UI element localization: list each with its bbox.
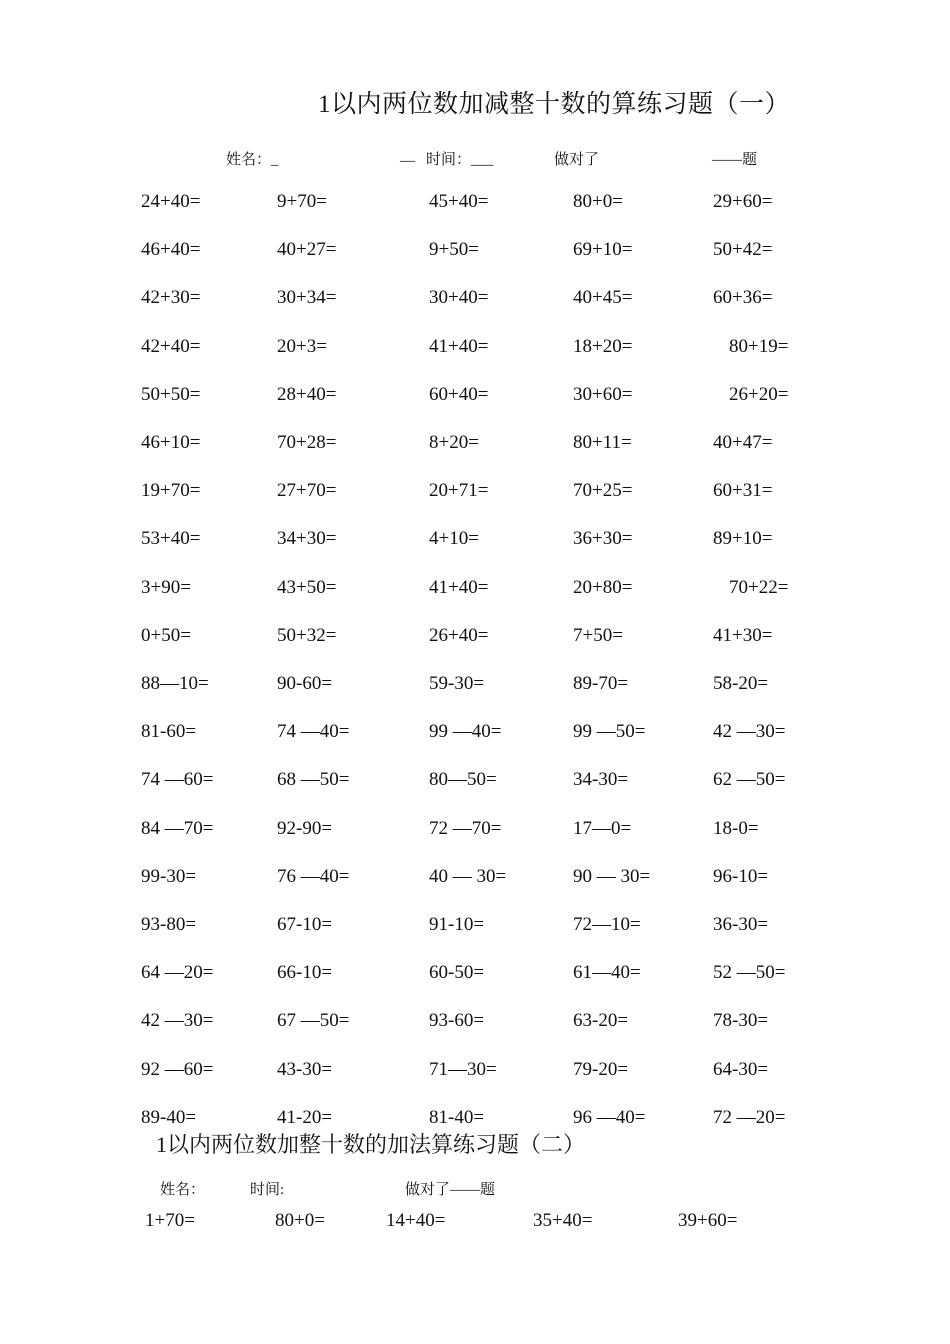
problem-item: 35+40=: [533, 1210, 593, 1231]
problem-item: 90 — 30=: [573, 865, 651, 887]
problem-item: 46+40=: [141, 239, 201, 261]
problem-item: 40+27=: [277, 239, 337, 261]
problem-item: 50+32=: [277, 624, 337, 646]
problem-item: 24+40=: [141, 191, 201, 212]
problem-item: 89-70=: [573, 673, 629, 694]
problem-item: 40+47=: [713, 432, 773, 453]
problem-item: 9+70=: [277, 191, 327, 212]
problem-item: 9+50=: [429, 239, 479, 261]
problem-item: 70+25=: [573, 480, 633, 502]
problem-item: 69+10=: [573, 239, 633, 261]
problem-item: 67 —50=: [277, 1010, 350, 1032]
name-label-2: 姓名：: [160, 1182, 206, 1198]
problem-item: 26+20=: [729, 383, 789, 405]
problem-item: 80+19=: [729, 335, 789, 357]
problem-item: 81-60=: [141, 721, 197, 743]
problem-item: 72—10=: [573, 914, 641, 935]
problem-item: 20+80=: [573, 576, 633, 598]
problem-item: 36+30=: [573, 528, 633, 550]
problem-item: 78-30=: [713, 1010, 769, 1032]
problem-item: 41+40=: [429, 335, 489, 357]
problem-item: 81-40=: [429, 1106, 485, 1128]
time-label: 时间：___: [426, 152, 494, 168]
problem-item: 96-10=: [713, 865, 769, 887]
problem-item: 40 — 30=: [429, 865, 507, 887]
problem-item: 29+60=: [713, 191, 773, 212]
problem-item: 43-30=: [277, 1058, 333, 1080]
problem-item: 30+34=: [277, 287, 337, 309]
problem-item: 42+30=: [141, 287, 201, 309]
problem-item: 46+10=: [141, 432, 201, 453]
problem-item: 58-20=: [713, 673, 769, 694]
problem-item: 41-20=: [277, 1106, 333, 1128]
problem-item: 89+10=: [713, 528, 773, 550]
correct-label-2: 做对了——题: [405, 1182, 496, 1198]
problem-item: 99 —40=: [429, 721, 502, 743]
problem-item: 53+40=: [141, 528, 201, 550]
problem-item: 90-60=: [277, 673, 333, 694]
problem-item: 74 —40=: [277, 721, 350, 743]
problem-item: 3+90=: [141, 576, 191, 598]
problem-item: 50+42=: [713, 239, 773, 261]
problem-item: 30+60=: [573, 383, 633, 405]
problem-item: 20+3=: [277, 335, 327, 357]
problem-item: 70+22=: [729, 576, 789, 598]
problem-item: 17—0=: [573, 817, 632, 839]
problem-item: 92-90=: [277, 817, 333, 839]
problem-item: 19+70=: [141, 480, 201, 502]
problem-item: 91-10=: [429, 914, 485, 935]
blank-line: __: [400, 148, 415, 164]
worksheet-title-1: 1以内两位数加减整十数的算练习题（一）: [318, 91, 791, 118]
problem-item: 80+0=: [573, 191, 623, 212]
problem-item: 84 —70=: [141, 817, 214, 839]
problem-item: 76 —40=: [277, 865, 350, 887]
problem-item: 26+40=: [429, 624, 489, 646]
problem-item: 7+50=: [573, 624, 623, 646]
correct-label: 做对了: [554, 152, 600, 168]
problem-item: 93-80=: [141, 914, 197, 935]
problem-item: 68 —50=: [277, 769, 350, 791]
problem-item: 20+71=: [429, 480, 489, 502]
problem-item: 79-20=: [573, 1058, 629, 1080]
problem-item: 64 —20=: [141, 962, 214, 984]
problem-item: 41+30=: [713, 624, 773, 646]
problem-item: 45+40=: [429, 191, 489, 212]
name-label: 姓名：_: [226, 152, 279, 168]
problem-item: 50+50=: [141, 383, 201, 405]
problem-item: 60+40=: [429, 383, 489, 405]
problem-item: 71—30=: [429, 1058, 497, 1080]
problem-item: 41+40=: [429, 576, 489, 598]
problem-item: 99-30=: [141, 865, 197, 887]
problem-item: 60-50=: [429, 962, 485, 984]
problem-item: 52 —50=: [713, 962, 786, 984]
problem-item: 39+60=: [678, 1210, 738, 1231]
problem-item: 62 —50=: [713, 769, 786, 791]
problem-item: 4+10=: [429, 528, 479, 550]
problem-item: 43+50=: [277, 576, 337, 598]
problem-item: 72 —20=: [713, 1106, 786, 1128]
problem-item: 88—10=: [141, 673, 209, 694]
problem-item: 18+20=: [573, 335, 633, 357]
problem-item: 96 —40=: [573, 1106, 646, 1128]
problem-item: 28+40=: [277, 383, 337, 405]
problem-item: 18-0=: [713, 817, 759, 839]
problem-item: 99 —50=: [573, 721, 646, 743]
problem-item: 72 —70=: [429, 817, 502, 839]
problem-item: 61—40=: [573, 962, 641, 984]
problem-item: 30+40=: [429, 287, 489, 309]
problem-item: 27+70=: [277, 480, 337, 502]
problem-item: 36-30=: [713, 914, 769, 935]
count-suffix: ——题: [712, 152, 758, 168]
problem-item: 80—50=: [429, 769, 497, 791]
problem-item: 1+70=: [145, 1210, 195, 1231]
problem-item: 92 —60=: [141, 1058, 214, 1080]
time-label-2: 时间:: [250, 1182, 285, 1198]
problem-item: 42 —30=: [713, 721, 786, 743]
problem-item: 80+0=: [275, 1210, 325, 1231]
problem-item: 34-30=: [573, 769, 629, 791]
problem-item: 74 —60=: [141, 769, 214, 791]
problem-item: 70+28=: [277, 432, 337, 453]
problem-item: 14+40=: [386, 1210, 446, 1231]
problem-item: 66-10=: [277, 962, 333, 984]
problem-item: 42 —30=: [141, 1010, 214, 1032]
problem-item: 63-20=: [573, 1010, 629, 1032]
problem-item: 64-30=: [713, 1058, 769, 1080]
problem-item: 60+31=: [713, 480, 773, 502]
problem-item: 60+36=: [713, 287, 773, 309]
problem-item: 67-10=: [277, 914, 333, 935]
problem-item: 89-40=: [141, 1106, 197, 1128]
problem-item: 8+20=: [429, 432, 479, 453]
problem-item: 34+30=: [277, 528, 337, 550]
worksheet-title-2: 1以内两位数加整十数的加法算练习题（二）: [156, 1132, 586, 1157]
problem-item: 59-30=: [429, 673, 485, 694]
problem-item: 80+11=: [573, 432, 632, 453]
problem-item: 0+50=: [141, 624, 191, 646]
problem-item: 42+40=: [141, 335, 201, 357]
problem-item: 40+45=: [573, 287, 633, 309]
problem-item: 93-60=: [429, 1010, 485, 1032]
